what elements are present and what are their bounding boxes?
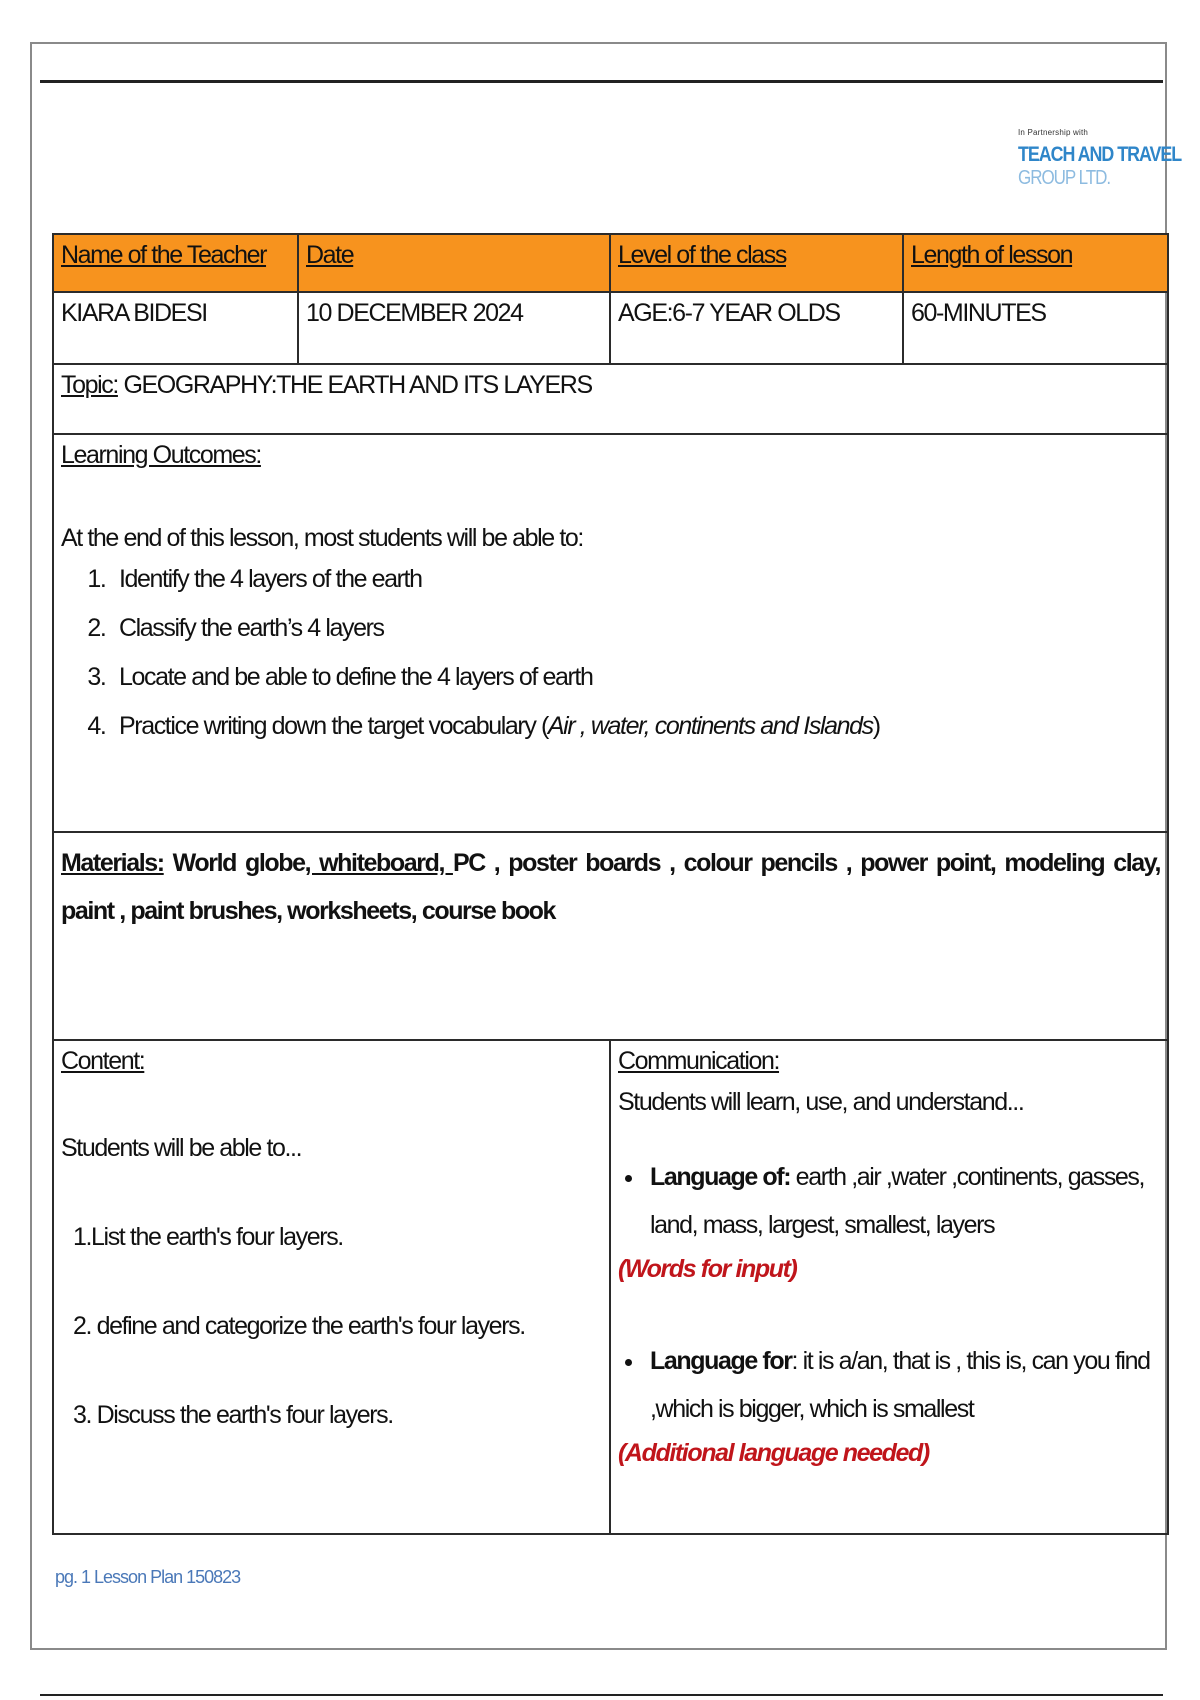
content-heading: Content: (61, 1047, 145, 1075)
length-header: Length of lesson (903, 234, 1168, 292)
list-item: 1.List the earth's four layers. (73, 1223, 343, 1251)
values-row (53, 292, 1168, 364)
topic-label: Topic: (61, 371, 118, 399)
outcomes-cell (53, 434, 1168, 832)
outcomes-heading: Learning Outcomes: (61, 441, 261, 469)
teacher-value: KIARA BIDESI (53, 292, 298, 364)
date-header: Date (298, 234, 610, 292)
logo-line-2: GROUP LTD. (1018, 167, 1111, 189)
content-cell (53, 1040, 610, 1534)
list-item: • Language of: earth ,air ,water ,continents, gasses, land, mass, largest, smallest, layers (646, 1153, 1160, 1249)
list-item: 2. define and categorize the earth's four layers. (73, 1312, 525, 1340)
list-item: 1. Identify the 4 layers of the earth (111, 561, 1160, 597)
content-communication-row (53, 1040, 1168, 1534)
language-list-2 (618, 1337, 1160, 1433)
topic-row (53, 364, 1168, 434)
list-item: 2. Classify the earth’s 4 layers (111, 610, 1160, 646)
topic-value: GEOGRAPHY:THE EARTH AND ITS LAYERS (117, 371, 592, 399)
communication-cell (610, 1040, 1168, 1534)
level-value: AGE:6-7 YEAR OLDS (610, 292, 903, 364)
topic-cell (53, 364, 1168, 434)
list-item: • Language for: it is a/an, that is , this is, can you find ,which is bigger, which is smallest (646, 1337, 1160, 1433)
outcomes-intro: At the end of this lesson, most students will be able to: (61, 524, 583, 552)
content-intro: Students will be able to... (61, 1134, 302, 1162)
vocabulary-italic: Air , water, continents and Islands (547, 712, 873, 740)
teach-and-travel-logo (1018, 128, 1182, 189)
header-row (53, 234, 1168, 292)
date-value: 10 DECEMBER 2024 (298, 292, 610, 364)
logo-line-1: TEACH AND TRAVEL (1018, 143, 1182, 166)
teacher-header: Name of the Teacher (53, 234, 298, 292)
words-for-input-note: (Words for input) (618, 1255, 797, 1283)
level-header: Level of the class (610, 234, 903, 292)
materials-label: Materials: (61, 849, 164, 877)
lesson-plan-table (52, 233, 1169, 1535)
list-item: 4. Practice writing down the target vocabulary (Air , water, continents and Islands) (111, 708, 1160, 744)
outcomes-list (61, 561, 1160, 744)
list-item: 3. Locate and be able to define the 4 layers of earth (111, 659, 1160, 695)
language-list (618, 1153, 1160, 1249)
top-rule (40, 80, 1163, 83)
communication-intro: Students will learn, use, and understand... (618, 1088, 1024, 1116)
logo-tagline: In Partnership with (1018, 128, 1089, 137)
length-value: 60-MINUTES (903, 292, 1168, 364)
additional-language-note: (Additional language needed) (618, 1439, 929, 1467)
communication-heading: Communication: (618, 1047, 780, 1075)
page-footer: pg. 1 Lesson Plan 150823 (55, 1567, 241, 1587)
list-item: 3. Discuss the earth's four layers. (73, 1401, 393, 1429)
outcomes-row (53, 434, 1168, 832)
materials-row (53, 832, 1168, 1040)
bottom-rule (40, 1694, 1163, 1696)
materials-cell: Materials: World globe, whiteboard, PC , poster boards , colour pencils , power point, modeling clay, paint , paint brushes, worksheets, course book (53, 832, 1168, 1040)
